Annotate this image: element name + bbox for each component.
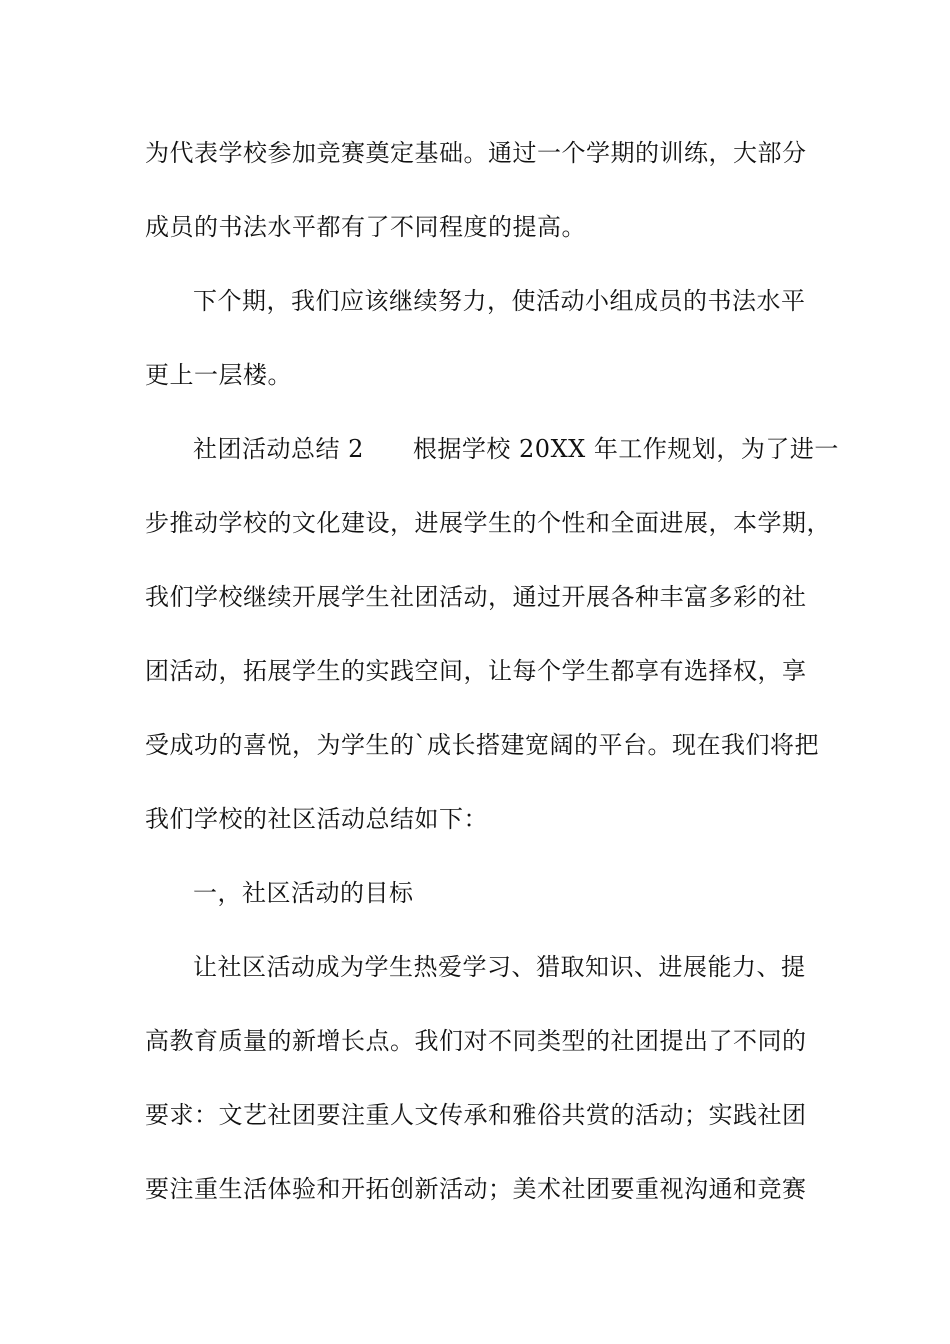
text-line-2: 成员的书法水平都有了不同程度的提高。: [145, 213, 586, 241]
text-line-9: 受成功的喜悦，为学生的`成长搭建宽阔的平台。现在我们将把: [145, 731, 819, 759]
text-line-13: 高教育质量的新增长点。我们对不同类型的社团提出了不同的: [145, 1027, 807, 1055]
text-line-10: 我们学校的社区活动总结如下：: [145, 805, 488, 833]
text-line-6: 步推动学校的文化建设，进展学生的个性和全面进展，本学期，: [145, 509, 831, 537]
text-line-7: 我们学校继续开展学生社团活动，通过开展各种丰富多彩的社: [145, 583, 807, 611]
text-line-14: 要求：文艺社团要注重人文传承和雅俗共赏的活动；实践社团: [145, 1101, 807, 1129]
text-line-4: 更上一层楼。: [145, 361, 292, 389]
text-line-8: 团活动，拓展学生的实践空间，让每个学生都享有选择权，享: [145, 657, 807, 685]
text-line-5: 社团活动总结 2 根据学校 20XX 年工作规划，为了进一: [193, 435, 839, 463]
text-line-12: 让社区活动成为学生热爱学习、猎取知识、进展能力、提: [193, 953, 806, 981]
text-line-1: 为代表学校参加竞赛奠定基础。通过一个学期的训练，大部分: [145, 139, 807, 167]
section-heading: 一，社区活动的目标: [193, 879, 414, 907]
text-line-3: 下个期，我们应该继续努力，使活动小组成员的书法水平: [193, 287, 806, 315]
text-line-15: 要注重生活体验和开拓创新活动；美术社团要重视沟通和竞赛: [145, 1175, 807, 1203]
